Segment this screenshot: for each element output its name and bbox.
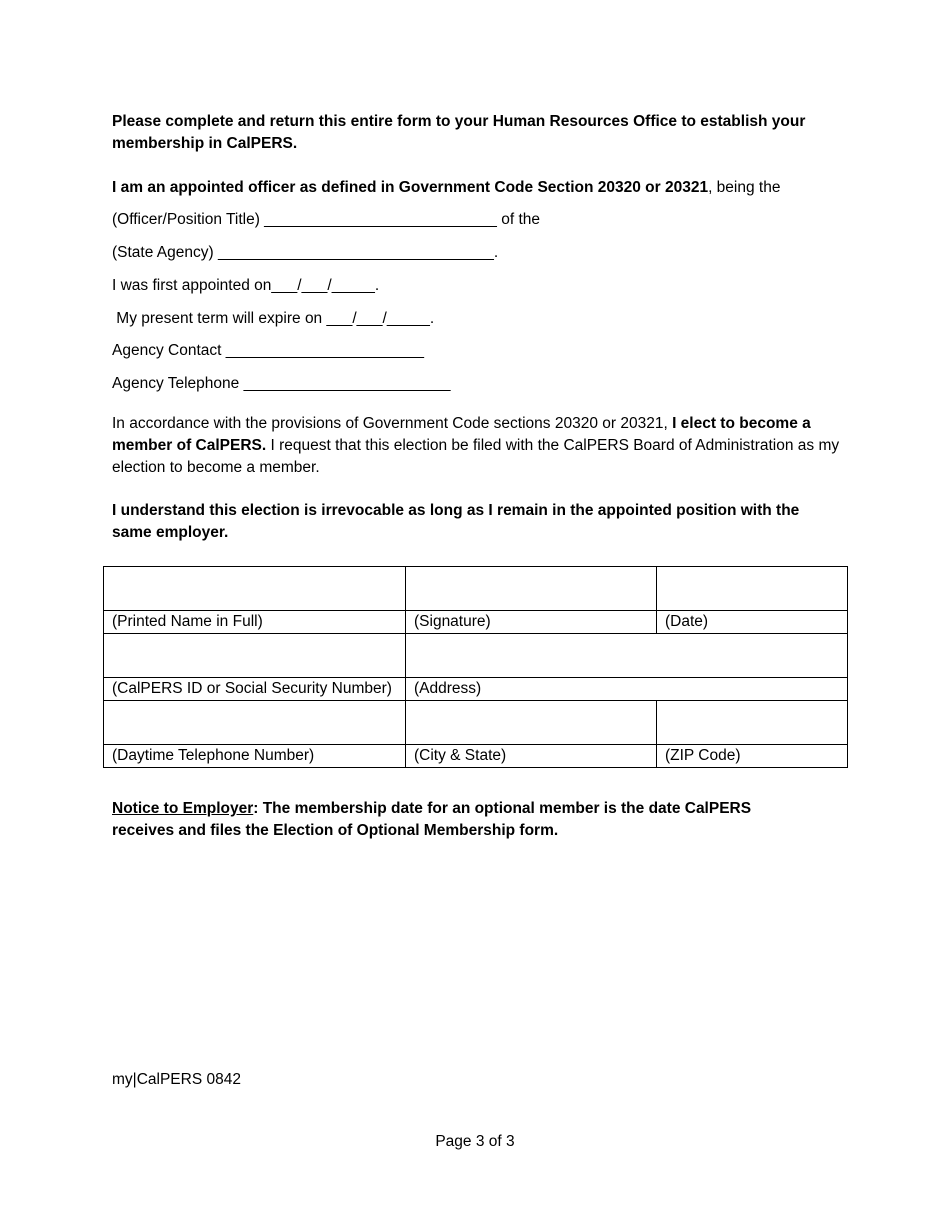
printed-name-label: (Printed Name in Full) (104, 611, 406, 634)
officer-statement-rest: , being the (708, 179, 781, 196)
officer-statement (112, 177, 780, 199)
zip-input[interactable] (657, 701, 848, 745)
state-agency-field[interactable]: (State Agency) ________________________________. (112, 244, 499, 261)
form-id: my|CalPERS 0842 (112, 1071, 241, 1088)
position-title-field[interactable]: (Officer/Position Title) ___________________________ of the (112, 211, 541, 228)
election-post: I request that this election be filed with the CalPERS Board of Administration as my election to become a member. (112, 437, 840, 476)
printed-name-input[interactable] (104, 567, 406, 611)
signature-table (103, 566, 848, 768)
address-input[interactable] (406, 634, 848, 678)
intro-instructions: Please complete and return this entire form to your Human Resources Office to establish your membership in CalPERS. (112, 113, 806, 152)
daytime-phone-input[interactable] (104, 701, 406, 745)
officer-statement-bold: I am an appointed officer as defined in Government Code Section 20320 or 20321 (112, 179, 709, 196)
election-pre: In accordance with the provisions of Government Code sections 20320 or 20321, (112, 415, 673, 432)
date-input[interactable] (657, 567, 848, 611)
city-state-label: (City & State) (406, 745, 657, 768)
daytime-phone-label: (Daytime Telephone Number) (104, 745, 406, 768)
term-expiry-field[interactable]: My present term will expire on ___/___/_____. (112, 310, 435, 327)
date-label: (Date) (657, 611, 848, 634)
city-state-input[interactable] (406, 701, 657, 745)
signature-input[interactable] (406, 567, 657, 611)
appointed-date-field[interactable]: I was first appointed on___/___/_____. (112, 277, 380, 294)
irrevocable-statement: I understand this election is irrevocable as long as I remain in the appointed position with the same employer. (112, 502, 800, 541)
employer-notice-label: Notice to Employer (112, 800, 254, 817)
agency-contact-field[interactable]: Agency Contact _______________________ (112, 342, 424, 359)
calpers-id-label: (CalPERS ID or Social Security Number) (104, 678, 406, 701)
employer-notice (112, 798, 812, 842)
agency-telephone-field[interactable]: Agency Telephone ________________________ (112, 375, 451, 392)
election-bold: I elect to become a member of CalPERS. (112, 415, 811, 454)
address-label: (Address) (406, 678, 848, 701)
election-statement (112, 413, 842, 479)
page-number: Page 3 of 3 (435, 1133, 515, 1150)
signature-label: (Signature) (406, 611, 657, 634)
zip-label: (ZIP Code) (657, 745, 848, 768)
employer-notice-text: : The membership date for an optional member is the date CalPERS receives and files the Election of Optional Membership form. (112, 800, 752, 839)
calpers-id-input[interactable] (104, 634, 406, 678)
